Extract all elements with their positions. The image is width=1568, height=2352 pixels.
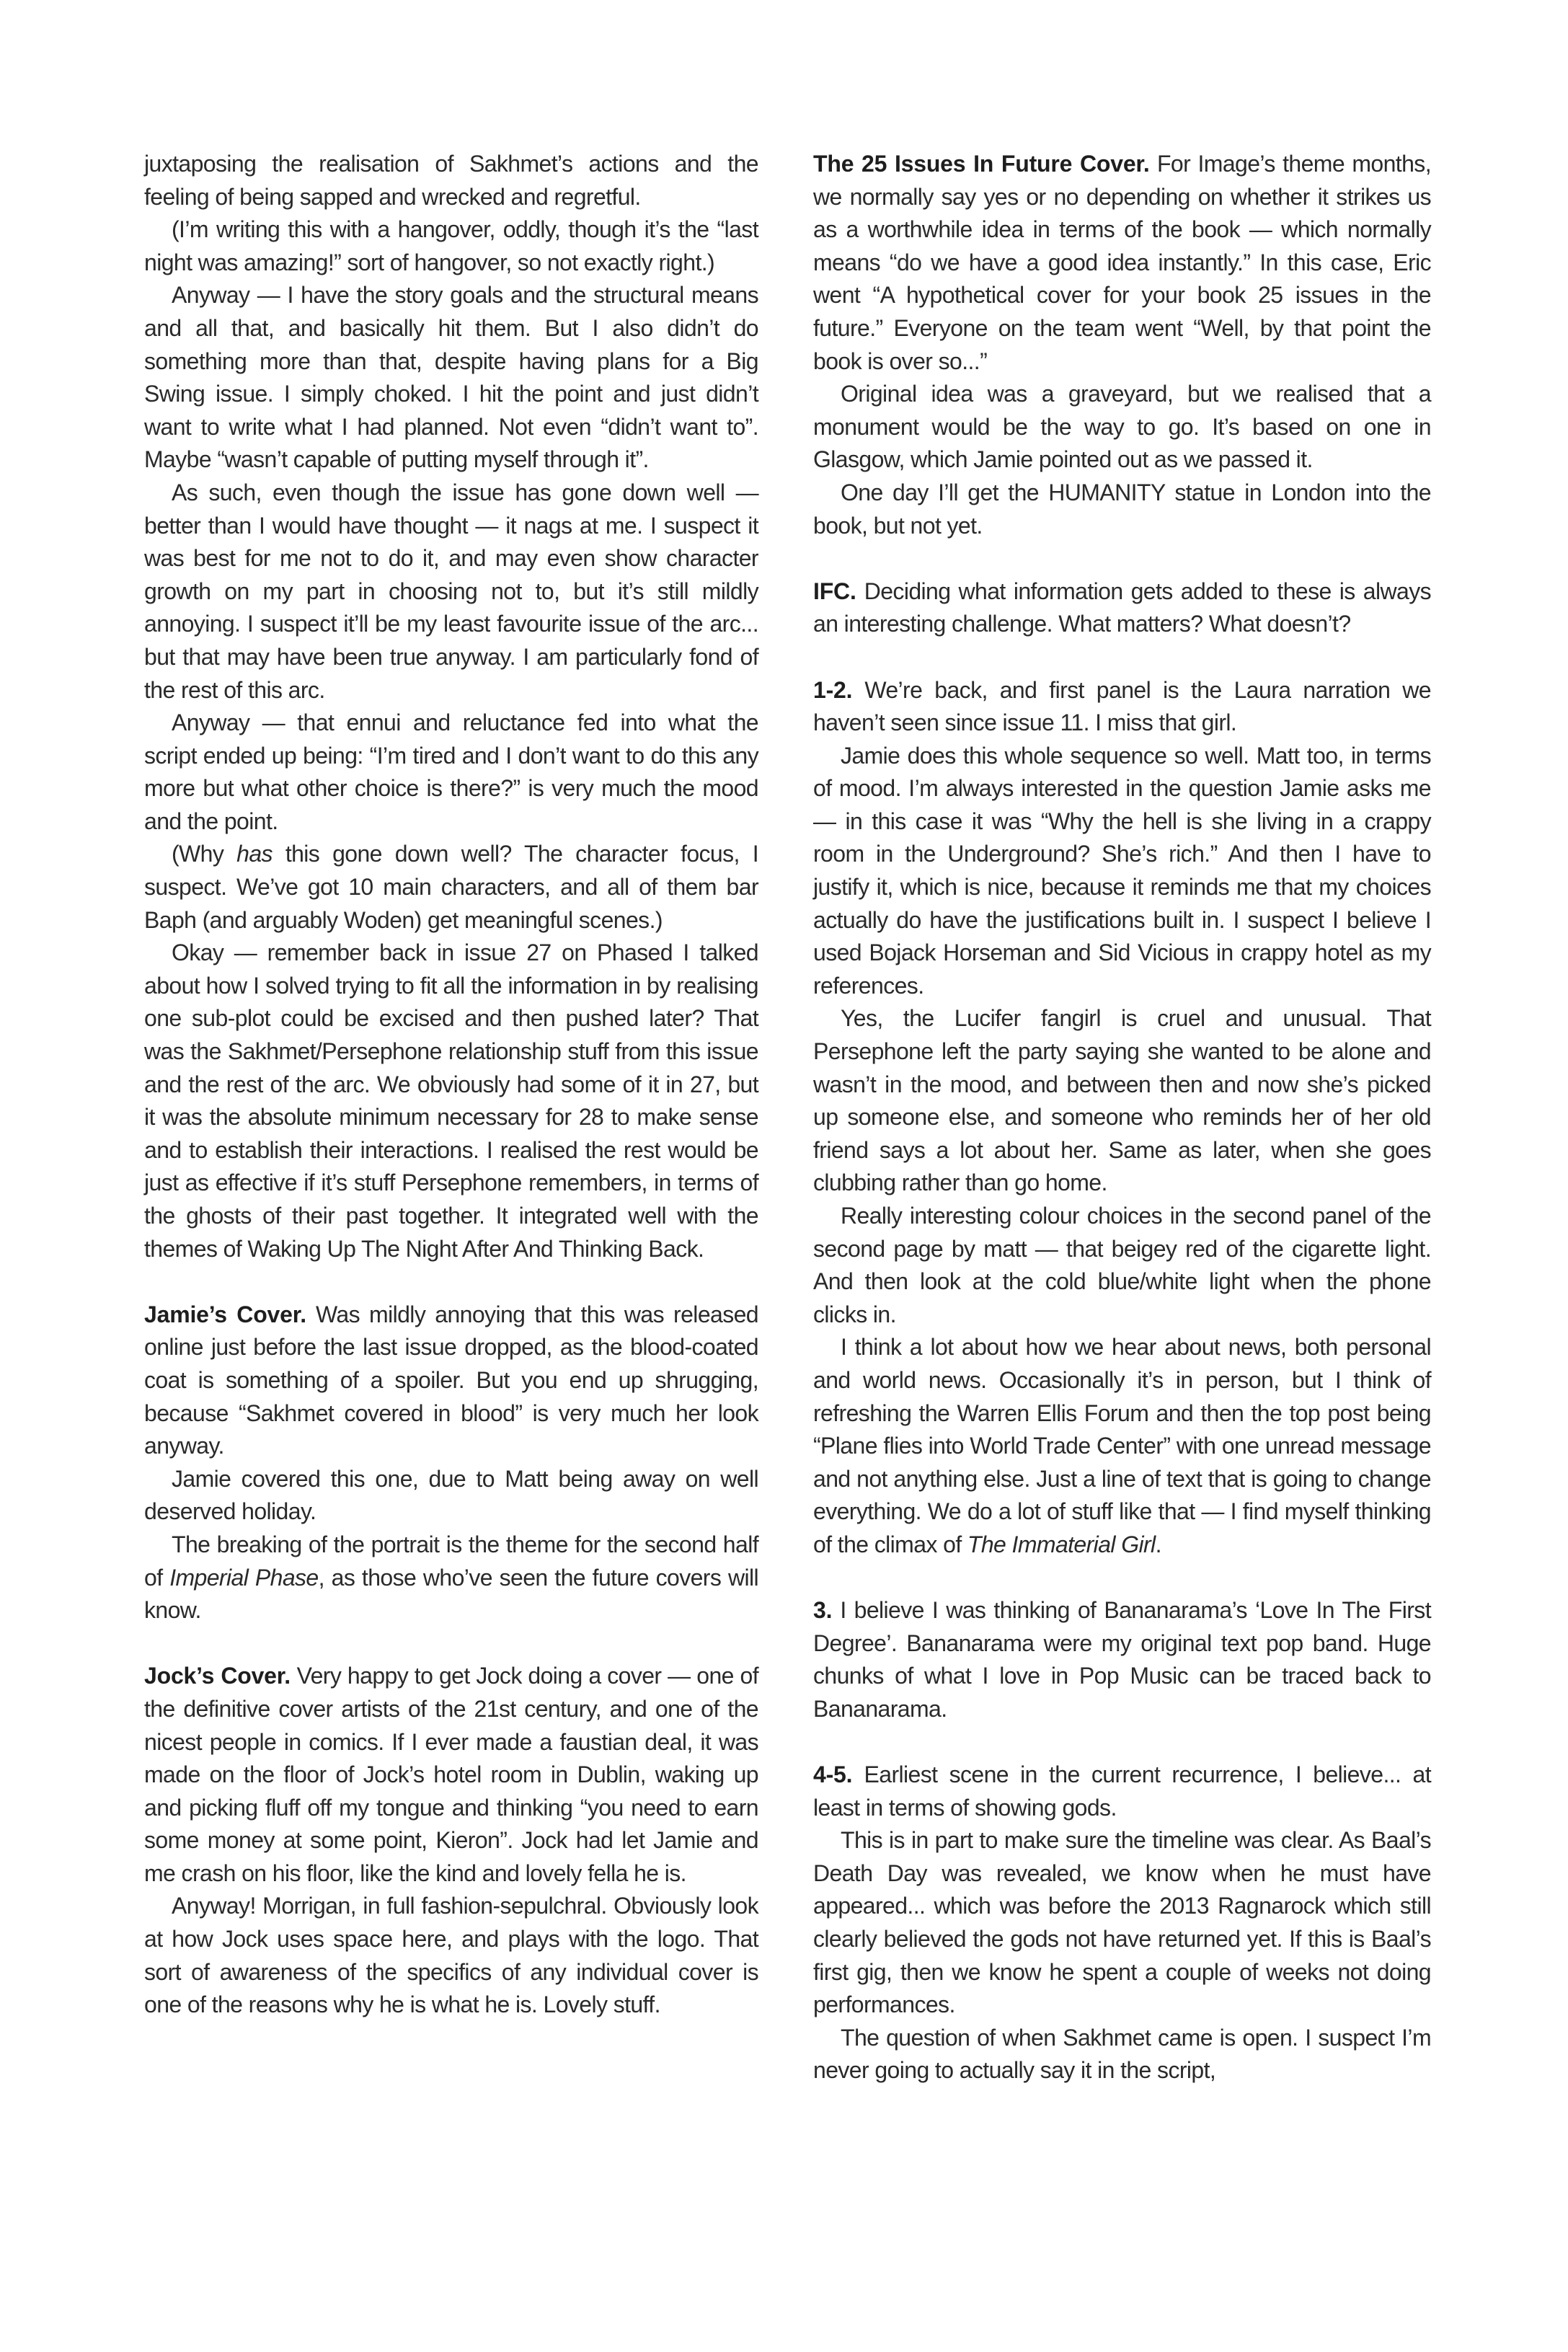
paragraph: Jamie covered this one, due to Matt being away on well deserved holiday. xyxy=(144,1465,758,1525)
section-jocks-cover xyxy=(144,1660,758,2022)
text: , as those who’ve seen the future covers will know. xyxy=(144,1564,758,1624)
paragraph: Jamie does this whole sequence so well. Matt too, in terms of mood. I’m always interested in the question Jamie asks me — in this case it was “Why the hell is she living in a crappy room in the Underground? She’s rich.” And then I have to justify it, which is nice, because it reminds me that my choices actually do have the justifications built in. I suspect I believe I used Bojack Horseman and Sid Vicious in crappy hotel as my references. xyxy=(813,742,1431,999)
text: . xyxy=(1155,1531,1161,1557)
paragraph: Really interesting colour choices in the second panel of the second page by matt — that beigey red of the cigarette light. And then look at the cold blue/white light when the phone clicks in. xyxy=(813,1203,1431,1327)
paragraph xyxy=(813,575,1431,641)
section-heading: IFC. xyxy=(813,578,856,604)
section-heading: 4-5. xyxy=(813,1761,853,1788)
section-pages-1-2 xyxy=(813,674,1431,1562)
italic-text: The Immaterial Girl xyxy=(967,1531,1156,1557)
paragraph: Yes, the Lucifer fangirl is cruel and unusual. That Persephone left the party saying she wanted to be alone and wasn’t in the mood, and between then and now she’s picked up someone else, and someone who reminds her of her old friend says a lot about her. Same as later, when she goes clubbing rather than go home. xyxy=(813,1005,1431,1196)
paragraph: juxtaposing the realisation of Sakhmet’s actions and the feeling of being sapped and wrecked and regretful. xyxy=(144,151,758,210)
left-column xyxy=(144,148,758,2022)
section-pages-4-5 xyxy=(813,1759,1431,2087)
text: I believe I was thinking of Bananarama’s ‘Love In The First Degree’. Bananarama were my original text pop band. Huge chunks of what I love in Pop Music can be traced back to Bananarama. xyxy=(813,1597,1431,1722)
section-heading: The 25 Issues In Future Cover. xyxy=(813,151,1150,177)
text: We’re back, and first panel is the Laura narration we haven’t seen since issue 11. I miss that girl. xyxy=(813,676,1431,736)
paragraph: Okay — remember back in issue 27 on Phased I talked about how I solved trying to fit all the information in by realising one sub-plot could be excised and then pushed later? That was the Sakhmet/Persephone relationship stuff from this issue and the rest of the arc. We obviously had some of it in 27, but it was the absolute minimum necessary for 28 to make sense and to establish their interactions. I realised the rest would be just as effective if it’s stuff Persephone remembers, in terms of the ghosts of their past together. It integrated well with the themes of Waking Up The Night After And Thinking Back. xyxy=(144,940,758,1262)
paragraph: As such, even though the issue has gone down well — better than I would have thought — it nags at me. I suspect it was best for me not to do it, and may even show character growth on my part in choosing not to, but it’s still mildly annoying. I suspect it’ll be my least favourite issue of the arc... but that may have been true anyway. I am particularly fond of the rest of this arc. xyxy=(144,479,758,703)
section-future-cover xyxy=(813,148,1431,542)
section-jamies-cover xyxy=(144,1299,758,1627)
section-ifc xyxy=(813,575,1431,641)
right-column xyxy=(813,148,1431,2087)
paragraph: Anyway! Morrigan, in full fashion-sepulchral. Obviously look at how Jock uses space here, and plays with the logo. That sort of awareness of the specifics of any individual cover is one of the reasons why he is what he is. Lovely stuff. xyxy=(144,1893,758,2018)
section-heading: Jock’s Cover. xyxy=(144,1663,291,1689)
section-heading: Jamie’s Cover. xyxy=(144,1301,306,1327)
italic-text: has xyxy=(236,841,273,867)
italic-text: Imperial Phase xyxy=(169,1564,319,1591)
paragraph: Original idea was a graveyard, but we realised that a monument would be the way to go. It’s based on one in Glasgow, which Jamie pointed out as we passed it. xyxy=(813,381,1431,473)
text: this gone down well? The character focus, I suspect. We’ve got 10 main characters, and all of them bar Baph (and arguably Woden) get meaningful scenes.) xyxy=(144,841,758,933)
paragraph xyxy=(813,674,1431,740)
paragraph: The question of when Sakhmet came is open. I suspect I’m never going to actually say it in the script, xyxy=(813,2024,1431,2084)
paragraph xyxy=(144,838,758,937)
text: I think a lot about how we hear about news, both personal and world news. Occasionally it’s in person, but I think of refreshing the Warren Ellis Forum and then the top post being “Plane flies into World Trade Center” with one unread message and not anything else. Just a line of text that is going to change everything. We do a lot of stuff like that — I find myself thinking of the climax of xyxy=(813,1334,1431,1557)
text: Very happy to get Jock doing a cover — one of the definitive cover artists of the 21st century, and one of the nicest people in comics. If I ever made a faustian deal, it was made on the floor of Jock’s hotel room in Dublin, waking up and picking fluff off my tongue and thinking “you need to earn some money at some point, Kieron”. Jock had let Jamie and me crash on his floor, like the kind and lovely fella he is. xyxy=(144,1663,758,1886)
text: Deciding what information gets added to these is always an interesting challenge. What matters? What doesn’t? xyxy=(813,578,1431,637)
text: For Image’s theme months, we normally say yes or no depending on whether it strikes us as a worthwhile idea in terms of the book — which normally means “do we have a good idea instantly.” In this case, Eric went “A hypothetical cover for your book 25 issues in the future.” Everyone on the team went “Well, by that point the book is over so...” xyxy=(813,151,1431,374)
text: (Why xyxy=(172,841,237,867)
paragraph xyxy=(144,1529,758,1627)
paragraph xyxy=(813,1331,1431,1561)
paragraph: This is in part to make sure the timeline was clear. As Baal’s Death Day was revealed, we know when he must have appeared... which was before the 2013 Ragnarock which still clearly believed the gods not have returned yet. If this is Baal’s first gig, then we know he spent a couple of weeks not doing performances. xyxy=(813,1827,1431,2018)
section-heading: 3. xyxy=(813,1597,833,1624)
section-page-3 xyxy=(813,1594,1431,1725)
paragraph xyxy=(813,1594,1431,1725)
text: The breaking of the portrait is the theme for the second half of xyxy=(144,1531,758,1591)
paragraph xyxy=(144,1660,758,1890)
text: Earliest scene in the current recurrence, I believe... at least in terms of showing gods. xyxy=(813,1761,1431,1821)
paragraph: (I’m writing this with a hangover, oddly, though it’s the “last night was amazing!” sort of hangover, so not exactly right.) xyxy=(144,216,758,275)
section-heading: 1-2. xyxy=(813,676,853,703)
paragraph xyxy=(144,1299,758,1463)
paragraph: Anyway — I have the story goals and the structural means and all that, and basically hit them. But I also didn’t do something more than that, despite having plans for a Big Swing issue. I simply choked. I hit the point and just didn’t want to write what I had planned. Not even “didn’t want to”. Maybe “wasn’t capable of putting myself through it”. xyxy=(144,282,758,473)
paragraph xyxy=(813,1759,1431,1824)
paragraph: One day I’ll get the HUMANITY statue in London into the book, but not yet. xyxy=(813,479,1431,539)
text: Was mildly annoying that this was released online just before the last issue dropped, as the blood-coated coat is something of a spoiler. But you end up shrugging, because “Sakhmet covered in blood” is very much her look anyway. xyxy=(144,1301,759,1459)
paragraph xyxy=(813,148,1431,378)
paragraph: Anyway — that ennui and reluctance fed into what the script ended up being: “I’m tired and I don’t want to do this any more but what other choice is there?” is very much the mood and the point. xyxy=(144,709,758,834)
